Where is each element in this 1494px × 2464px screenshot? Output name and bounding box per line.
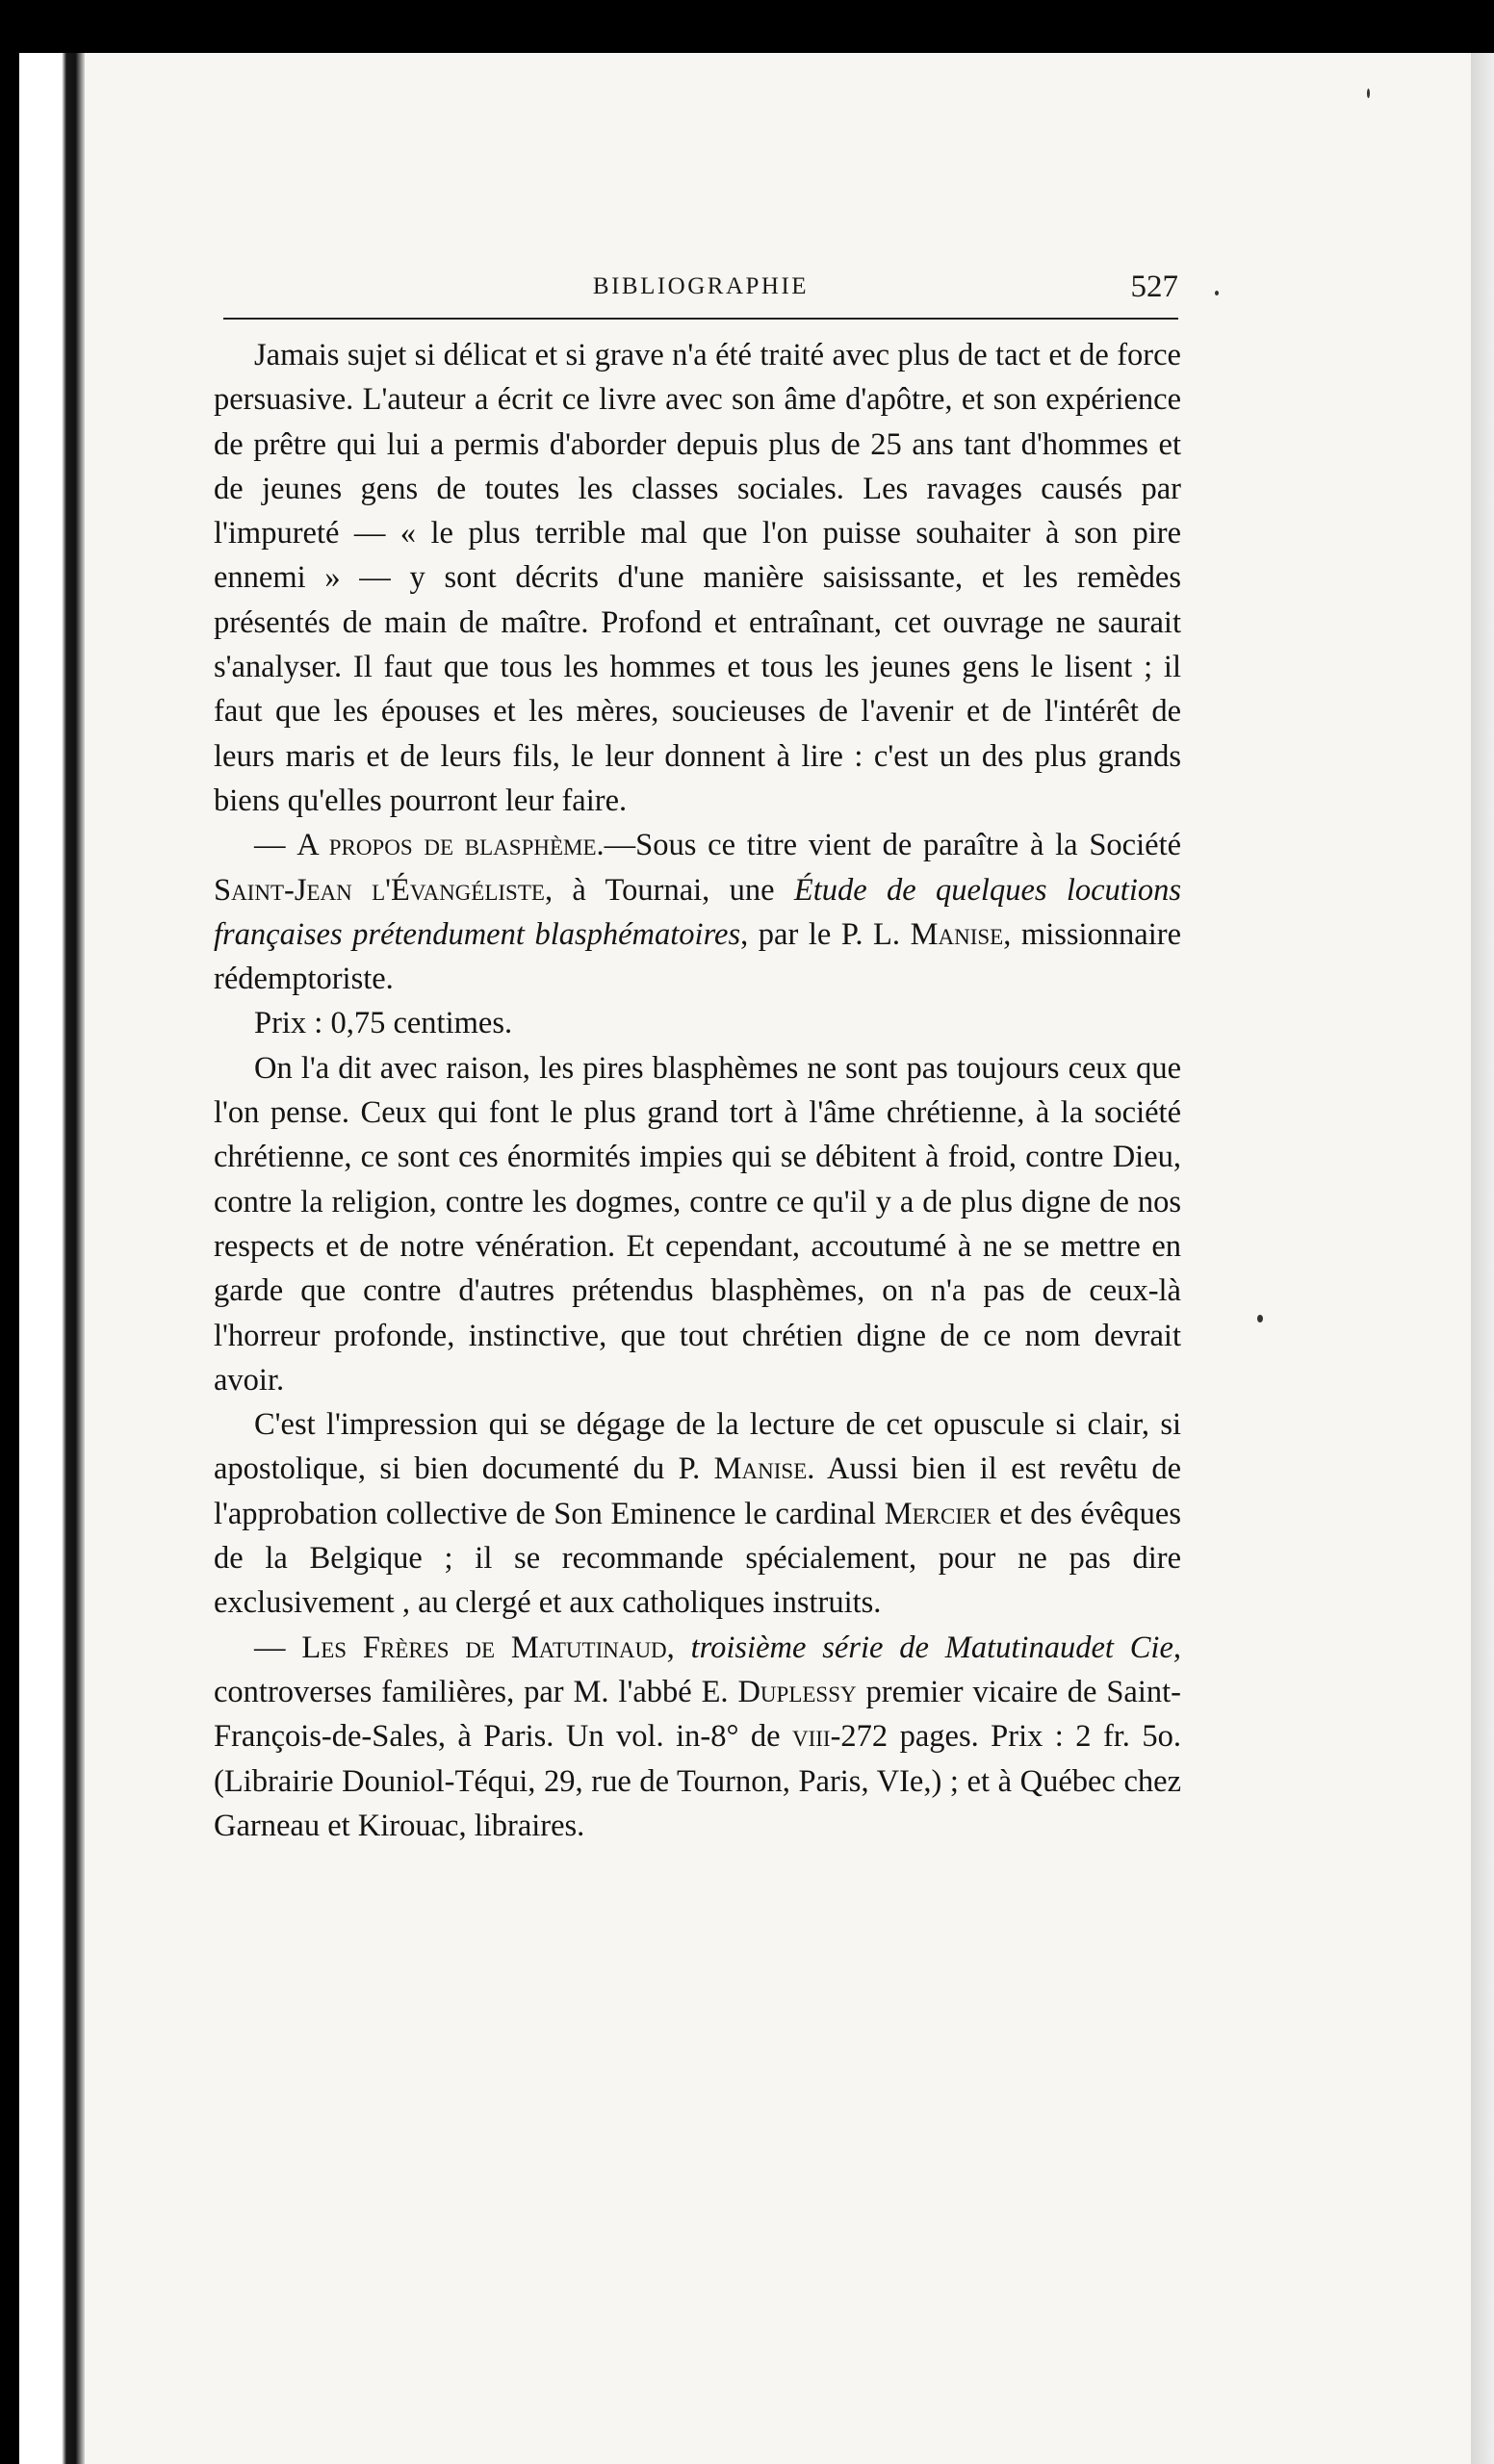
section-heading: Les Frères de Matutinaud, (301, 1630, 675, 1665)
paragraph-blaspheme-notice: — A propos de blasphème.—Sous ce titre vient de paraître à la Société Saint-Jean l'Évangéliste, à Tournai, une Étude de quelques locutions françaises prétendument blasphématoires, par le P. L. Manise, missionnaire rédemptoriste. (214, 828, 1182, 997)
book-title: Étude de quelques locutions françaises prétendument blasphématoires (214, 872, 1182, 952)
book-subtitle: troisième série de Matutinaudet Cie, (674, 1630, 1182, 1665)
publisher-name: Saint-Jean l'Évangéliste (214, 872, 545, 908)
page-number: 527 (1130, 270, 1178, 304)
paragraph-approbation: C'est l'impression qui se dégage de la lecture de cet opuscule si clair, si apostolique, si bien documenté du P. Manise. Aussi bien il est revêtu de l'approbation collective de Son Eminence le cardinal Mercier et des évêques de la Belgique ; il se recommande spécialement, pour ne pas dire exclusivement , au clergé et aux catholiques instruits. (214, 1407, 1182, 1621)
author-name: Manise (713, 1451, 808, 1487)
author-name: Duplessy (737, 1674, 857, 1709)
ink-speck (1257, 1315, 1263, 1322)
body-text (214, 333, 1181, 1848)
author-name: Manise (910, 916, 1004, 952)
page-edge (1471, 53, 1494, 2464)
paragraph-price: Prix : 0,75 centimes. (254, 1006, 513, 1041)
paragraph-matutinaud-notice: — Les Frères de Matutinaud, troisième série de Matutinaudet Cie, controverses familières, par M. l'abbé E. Duplessy premier vicaire de Saint-François-de-Sales, à Paris. Un vol. in-8° de viii-272 pages. Prix : 2 fr. 5o. (Librairie Douniol-Téqui, 29, rue de Tournon, Paris, VIe,) ; et à Québec chez Garneau et Kirouac, libraires. (214, 1630, 1182, 1843)
page-header (223, 270, 1178, 314)
ink-speck (1367, 89, 1370, 98)
ink-speck (1215, 291, 1219, 295)
header-rule (223, 318, 1178, 320)
roman-numeral: viii (792, 1719, 831, 1755)
running-title: BIBLIOGRAPHIE (592, 273, 810, 299)
book-gutter (19, 53, 85, 2464)
cardinal-name: Mercier (884, 1496, 992, 1531)
section-heading: A propos de blasphème. (296, 828, 605, 863)
paragraph-commentary: On l'a dit avec raison, les pires blasphèmes ne sont pas toujours ceux que l'on pense. Ceux qui font le plus grand tort à l'âme chrétienne, à la société chrétienne, ce sont ces énormités impies qui se débitent à froid, contre Dieu, contre la religion, contre les dogmes, contre ce qu'il y a de plus digne de nos respects et de notre vénération. Et cependant, accoutumé à ne se mettre en garde que contre d'autres prétendus blasphèmes, on n'a pas de ceux-là l'horreur profonde, instinctive, que tout chrétien digne de ce nom devrait avoir. (214, 1050, 1181, 1398)
paragraph-review-continued: Jamais sujet si délicat et si grave n'a été traité avec plus de tact et de force persuasive. L'auteur a écrit ce livre avec son âme d'apôtre, et son expérience de prêtre qui lui a permis d'aborder depuis plus de 25 ans tant d'hommes et de jeunes gens de toutes les classes sociales. Les ravages causés par l'impureté — « le plus terrible mal que l'on puisse souhaiter à son pire ennemi » — y sont décrits d'une manière saisissante, et les remèdes présentés de main de maître. Profond et entraînant, cet ouvrage ne saurait s'analyser. Il faut que tous les hommes et tous les jeunes gens le lisent ; il faut que les épouses et les mères, soucieuses de l'avenir et de l'intérêt de leurs maris et de leurs fils, le leur donnent à lire : c'est un des plus grands biens qu'elles pourront leur faire. (214, 338, 1181, 818)
